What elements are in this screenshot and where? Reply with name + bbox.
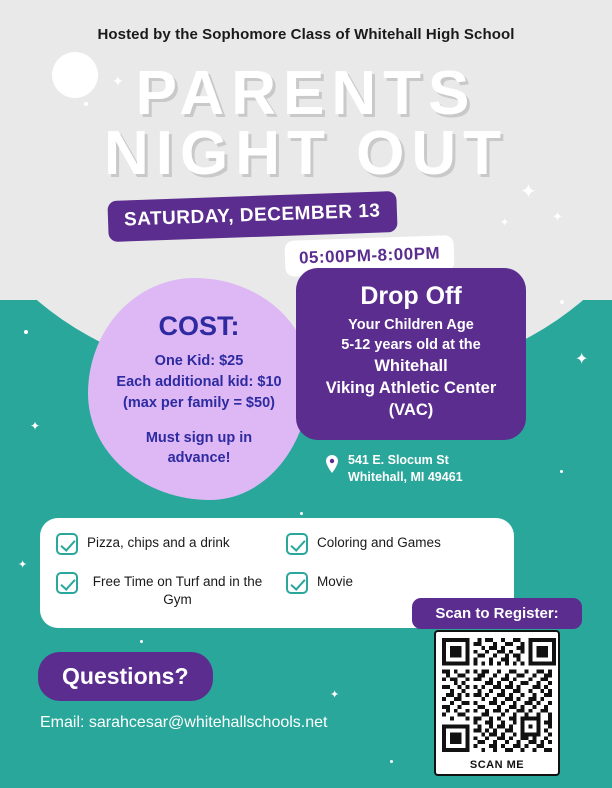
event-date-badge: SATURDAY, DECEMBER 13 (107, 191, 397, 242)
list-item (286, 532, 498, 561)
dropoff-heading: Drop Off (360, 282, 462, 310)
checklist-label: Coloring and Games (317, 535, 441, 550)
checkbox-icon (286, 572, 308, 594)
address-street: 541 E. Slocum St (348, 453, 449, 467)
star-icon: ✦ (575, 351, 589, 368)
list-item (56, 571, 268, 615)
star-icon: ✦ (500, 217, 510, 229)
qr-code-card[interactable] (434, 630, 560, 776)
address-city-state-zip: Whitehall, MI 49461 (348, 470, 463, 484)
star-icon: ✦ (18, 559, 28, 571)
qr-code-image[interactable] (442, 638, 556, 752)
checkbox-icon (286, 533, 308, 555)
dropoff-line-4: Viking Athletic Center (325, 379, 497, 397)
dot-decor (140, 640, 143, 643)
cost-note-2: advance! (167, 449, 231, 466)
star-icon: ✦ (520, 181, 537, 203)
dot-decor (390, 760, 393, 763)
dot-decor (24, 330, 28, 334)
star-icon: ✦ (112, 73, 124, 89)
dropoff-line-2: 5-12 years old at the (341, 337, 481, 353)
venue-address (348, 452, 463, 486)
page-title-line1: PARENTS (135, 59, 477, 128)
scan-me-label: SCAN ME (469, 759, 525, 771)
dropoff-card (296, 268, 526, 440)
hosted-by-text: Hosted by the Sophomore Class of Whitehall High School (97, 26, 515, 43)
event-time-badge: 05:00PM-8:00PM (284, 235, 454, 277)
star-icon: ✦ (330, 689, 340, 701)
location-pin-icon (325, 455, 339, 473)
cost-line-3: (max per family = $50) (123, 394, 275, 411)
dot-decor (560, 470, 563, 473)
checklist-label: Free Time on Turf and in the Gym (92, 573, 263, 607)
scan-to-register-heading: Scan to Register: (412, 598, 582, 629)
cost-card (88, 278, 310, 500)
dropoff-line-1: Your Children Age (348, 317, 474, 333)
list-item (56, 532, 268, 561)
cost-line-2: Each additional kid: $10 (116, 373, 282, 390)
checklist-label: Pizza, chips and a drink (87, 535, 230, 550)
cost-note-1: Must sign up in (145, 429, 253, 446)
cost-line-1: One Kid: $25 (154, 352, 244, 369)
questions-badge: Questions? (38, 652, 213, 701)
dot-decor (560, 300, 564, 304)
dropoff-line-3: Whitehall (374, 357, 448, 375)
cost-heading: COST: (158, 310, 240, 341)
dot-decor (300, 512, 303, 515)
dropoff-line-5: (VAC) (388, 401, 434, 419)
contact-email: Email: sarahcesar@whitehallschools.net (40, 714, 328, 731)
page-title-line2: NIGHT OUT (104, 119, 508, 188)
qr-register-block (412, 598, 582, 776)
star-icon: ✦ (552, 209, 563, 224)
star-icon: ✦ (30, 419, 41, 433)
checkbox-icon (56, 572, 78, 594)
checklist-label: Movie (317, 573, 354, 589)
checkbox-icon (56, 533, 78, 555)
